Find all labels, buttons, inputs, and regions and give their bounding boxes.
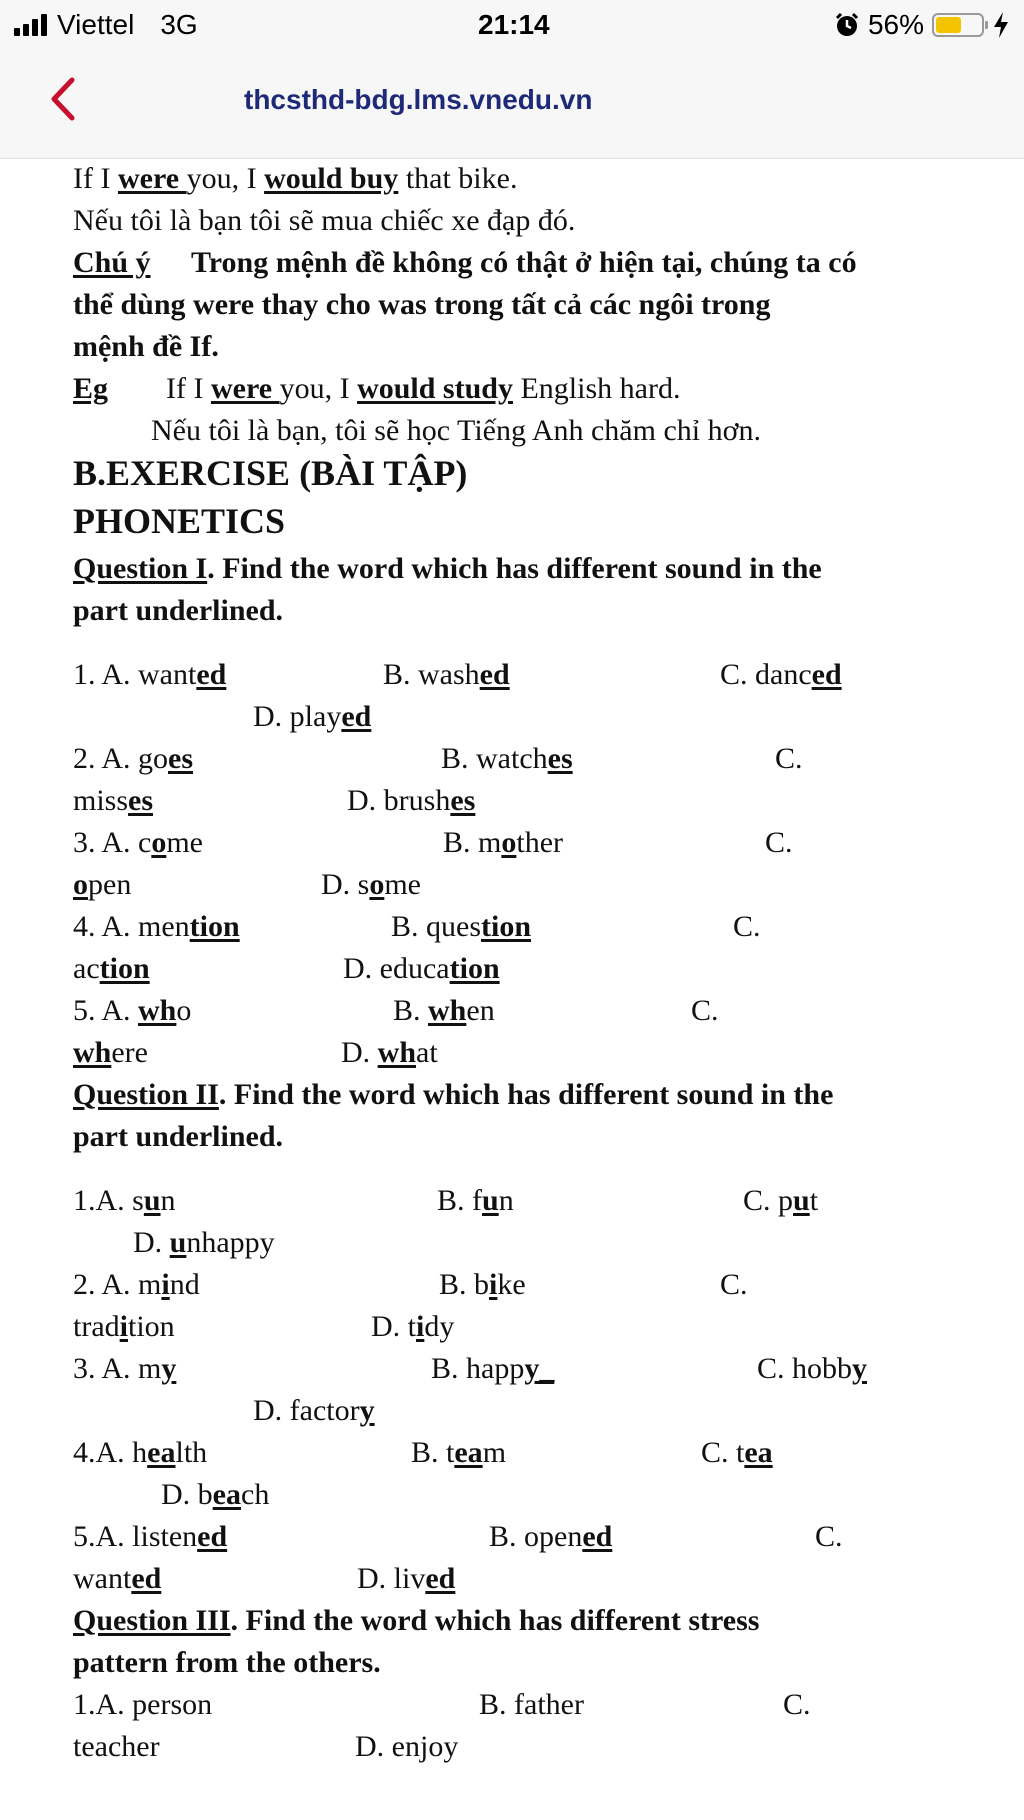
question-item: 4. A. mention B. question C. — [73, 910, 761, 943]
question-label: Question I — [73, 552, 208, 585]
status-time: 21:14 — [478, 9, 550, 40]
example-translation: Nếu tôi là bạn, tôi sẽ học Tiếng Anh chăm chỉ hơn. — [151, 414, 761, 447]
question-heading: part underlined. — [73, 1120, 284, 1153]
question-item: misses D. brushes — [73, 784, 476, 817]
signal-icon — [14, 14, 47, 36]
carrier-name: Viettel — [57, 9, 135, 40]
question-item: 5.A. listened B. opened C. — [73, 1520, 843, 1553]
question-item: where D. what — [73, 1036, 438, 1069]
status-left — [14, 9, 198, 41]
question-item: 1.A. sun B. fun C. put — [73, 1184, 819, 1217]
question-item: 1. A. wanted B. washed C. danced — [73, 658, 842, 691]
example-sentence: Eg If I were you, I would study English hard. — [73, 372, 681, 405]
question-item: D. factory — [253, 1394, 375, 1427]
browser-nav-bar — [0, 50, 1024, 159]
question-label: Question III — [73, 1604, 231, 1637]
section-heading: B.EXERCISE (BÀI TẬP) — [73, 453, 468, 493]
question-item: tradition D. tidy — [73, 1310, 455, 1343]
question-item: wanted D. lived — [73, 1562, 456, 1595]
question-item: 3. A. my B. happy_ C. hobby — [73, 1352, 868, 1385]
question-item: 1.A. person B. father C. — [73, 1688, 811, 1721]
example-translation: Nếu tôi là bạn tôi sẽ mua chiếc xe đạp đó. — [73, 204, 576, 237]
network-type: 3G — [160, 9, 198, 40]
alarm-icon — [834, 12, 860, 38]
question-heading: Question III. Find the word which has different stress — [73, 1604, 760, 1637]
question-item: 4.A. health B. team C. tea — [73, 1436, 773, 1469]
question-heading: Question I. Find the word which has different sound in the — [73, 552, 822, 585]
text: If I were you, I would buy that bike. — [73, 162, 518, 195]
question-item: 3. A. come B. mother C. — [73, 826, 793, 859]
url-label[interactable]: thcsthd-bdg.lms.vnedu.vn — [244, 84, 593, 115]
question-heading: part underlined. — [73, 594, 284, 627]
document-content — [73, 158, 973, 1820]
charging-icon — [992, 11, 1010, 39]
question-item: D. played — [253, 700, 372, 733]
battery-fill — [936, 17, 961, 33]
question-item: 2. A. goes B. watches C. — [73, 742, 803, 775]
status-right — [834, 9, 1010, 41]
example-sentence — [73, 158, 973, 200]
question-item: action D. education — [73, 952, 500, 985]
question-label: Question II — [73, 1078, 219, 1111]
note-line: thể dùng were thay cho was trong tất cả các ngôi trong — [73, 288, 771, 321]
battery-percent: 56% — [867, 9, 924, 40]
battery-icon — [932, 13, 984, 37]
question-item: open D. some — [73, 868, 421, 901]
question-heading: Question II. Find the word which has different sound in the — [73, 1078, 834, 1111]
chevron-left-icon[interactable] — [44, 74, 84, 124]
section-heading: PHONETICS — [73, 501, 286, 541]
status-bar — [0, 0, 1024, 50]
question-item: 5. A. who B. when C. — [73, 994, 719, 1027]
note-line: mệnh đề If. — [73, 330, 219, 363]
eg-label: Eg — [73, 372, 109, 405]
question-item: 2. A. mind B. bike C. — [73, 1268, 748, 1301]
question-item: teacher D. enjoy — [73, 1730, 459, 1763]
question-heading: pattern from the others. — [73, 1646, 381, 1679]
question-item: D. beach — [161, 1478, 270, 1511]
question-item: D. unhappy — [133, 1226, 275, 1259]
note-label: Chú ý — [73, 246, 151, 279]
note-line: Chú ý Trong mệnh đề không có thật ở hiện tại, chúng ta có — [73, 246, 857, 279]
